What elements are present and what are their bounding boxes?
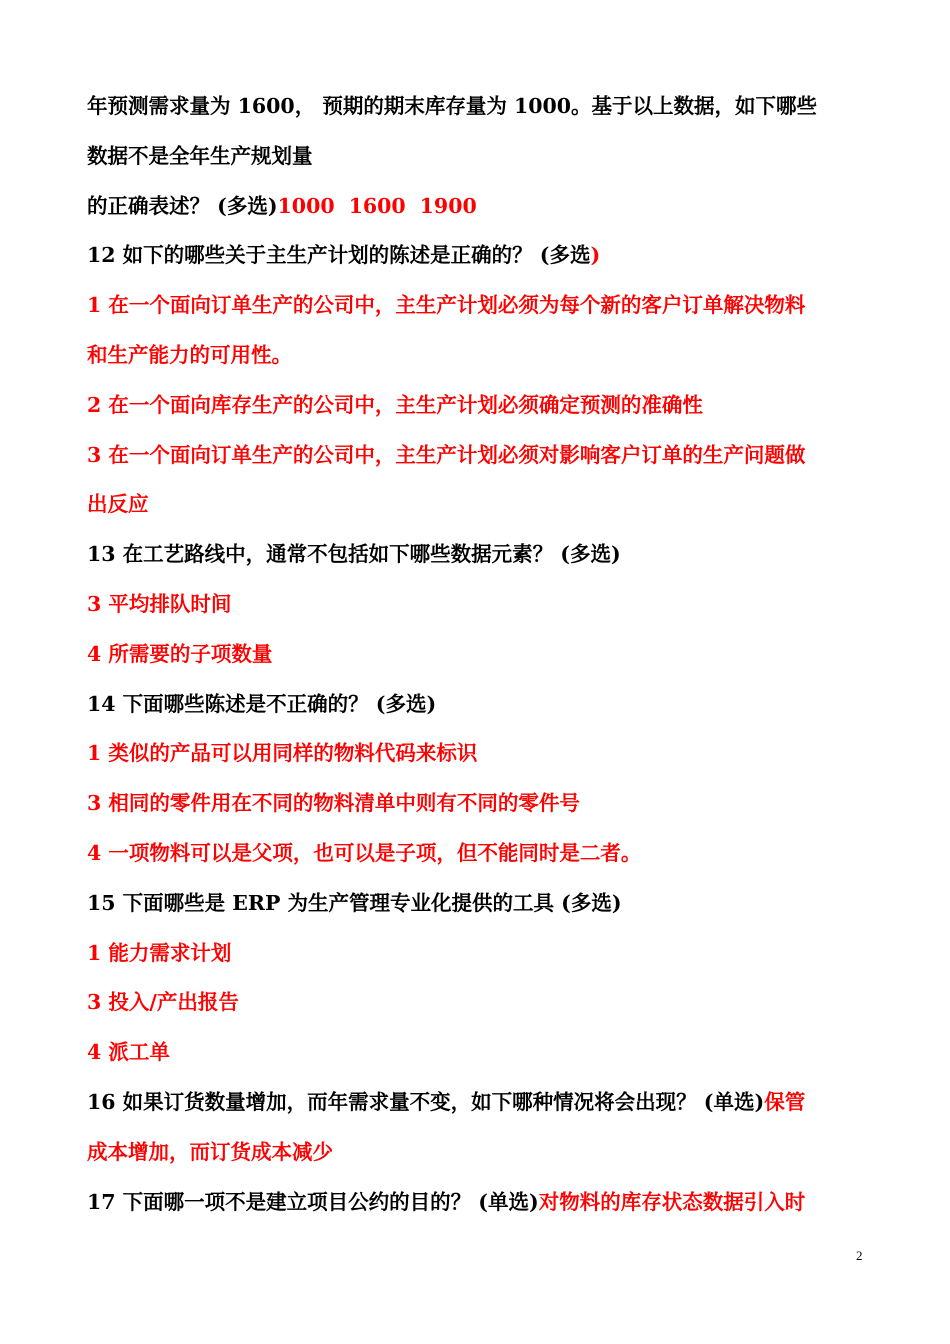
answer-line [87,381,867,431]
question-15 [87,879,867,929]
answer-line [87,829,867,879]
answer-line [87,331,867,381]
text-line-1 [87,82,867,132]
answer-text: 保管 [764,1089,806,1114]
question-13 [87,530,867,580]
question-12 [87,231,867,281]
text-segment: 年预测需求量为 1600， 预期的期末库存量为 1000。基于以上数据，如下哪些 [87,94,818,118]
question-text: 17 下面哪一项不是建立项目公约的目的？ (单选) [87,1189,539,1214]
answer-text: 1600 [348,193,406,218]
answer-text: 成本增加，而订货成本减少 [87,1139,333,1164]
question-text: 15 下面哪些是 ERP 为生产管理专业化提供的工具 (多选) [87,890,622,915]
answer-text: 3 投入/产出报告 [87,990,239,1015]
answer-line [87,1028,867,1078]
question-16 [87,1078,867,1128]
answer-text: 3 相同的零件用在不同的物料清单中则有不同的零件号 [87,791,580,816]
answer-line [87,580,867,630]
answer-text: 1 在一个面向订单生产的公司中，主生产计划必须为每个新的客户订单解决物料 [87,293,806,318]
answer-line [87,978,867,1028]
answer-text: 出反应 [87,492,149,517]
text-segment: ) [590,243,601,268]
text-segment: 的正确表述？ (多选) [87,193,278,218]
answer-text: 1 类似的产品可以用同样的物料代码来标识 [87,741,478,766]
answer-text: 对物料的库存状态数据引入时 [538,1189,806,1214]
answer-line [87,729,867,779]
answer-text: 1000 [277,193,335,218]
answer-line [87,281,867,331]
answer-text: 4 所需要的子项数量 [87,641,273,666]
answer-text: 3 在一个面向订单生产的公司中，主生产计划必须对影响客户订单的生产问题做 [87,442,806,467]
answer-text: 和生产能力的可用性。 [87,342,292,367]
page-number: 2 [856,1248,863,1263]
answer-text: 2 在一个面向库存生产的公司中，主生产计划必须确定预测的准确性 [87,392,703,417]
question-text: 14 下面哪些陈述是不正确的？ (多选) [87,691,437,716]
text-line-2 [87,132,867,182]
question-14 [87,680,867,730]
answer-line [87,1128,867,1178]
answer-text: 3 平均排队时间 [87,591,232,616]
question-17 [87,1178,867,1228]
answer-line [87,431,867,481]
answer-line [87,630,867,680]
answer-line [87,779,867,829]
text-line-3 [87,182,867,232]
answer-text: 4 派工单 [87,1040,170,1065]
answer-line [87,929,867,979]
text-segment: 数据不是全年生产规划量 [87,143,313,168]
question-text: 12 如下的哪些关于主生产计划的陈述是正确的？ (多选 [87,243,591,268]
question-text: 16 如果订货数量增加，而年需求量不变，如下哪种情况将会出现？ (单选) [87,1089,765,1114]
answer-text: 1900 [419,193,477,218]
answer-text: 1 能力需求计划 [87,940,232,965]
answer-text: 4 一项物料可以是父项，也可以是子项，但不能同时是二者。 [87,840,642,865]
answer-line [87,480,867,530]
document-body [87,82,867,1227]
question-text: 13 在工艺路线中，通常不包括如下哪些数据元素？ (多选) [87,542,621,567]
